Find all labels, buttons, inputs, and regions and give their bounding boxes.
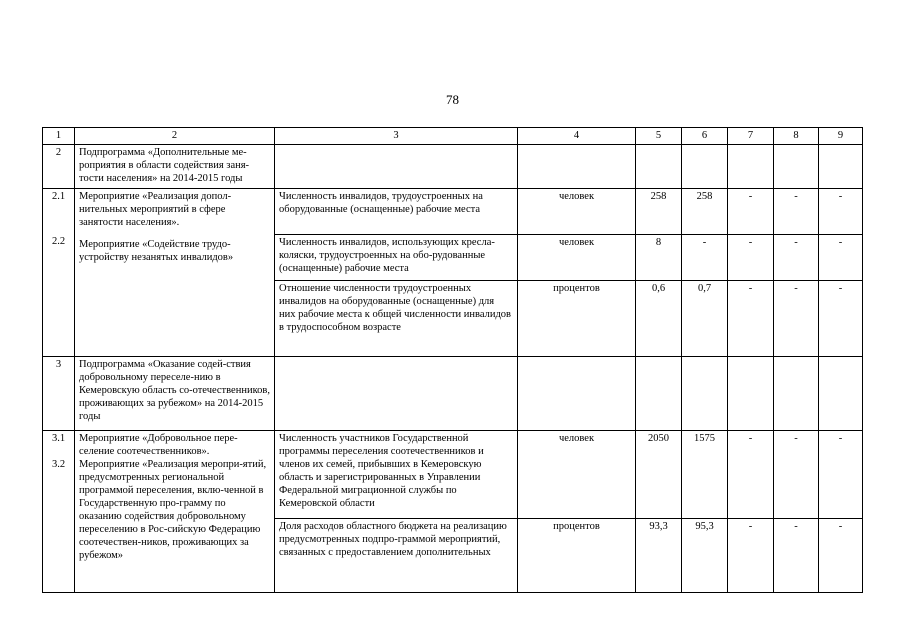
empty-cell xyxy=(275,357,518,431)
row-name: Мероприятие «Добровольное пере-селение соотечественников». xyxy=(79,433,238,457)
header-cell-2: 2 xyxy=(75,128,275,145)
row-number: 2 xyxy=(43,145,75,189)
row-name-group xyxy=(75,189,275,357)
indicator-value-5: 2050 xyxy=(636,431,682,519)
indicator-value-5: 0,6 xyxy=(636,281,682,357)
indicator-value-5: 258 xyxy=(636,189,682,235)
header-cell-1: 1 xyxy=(43,128,75,145)
indicator-unit: человек xyxy=(518,235,636,281)
table-row xyxy=(43,189,863,235)
row-name: Мероприятие «Реализация допол-нительных мероприятий в сфере занятости населения». xyxy=(79,191,232,228)
header-cell-8: 8 xyxy=(774,128,819,145)
indicator-value-6: - xyxy=(682,235,728,281)
indicator-text: Доля расходов областного бюджета на реализацию предусмотренных подпро-граммой мероприятий, связанных с предоставлением дополнительных xyxy=(275,519,518,593)
indicator-value-9: - xyxy=(819,281,863,357)
table-row xyxy=(43,357,863,431)
empty-cell xyxy=(518,145,636,189)
empty-cell xyxy=(518,357,636,431)
row-number-group xyxy=(43,431,75,593)
header-cell-7: 7 xyxy=(728,128,774,145)
empty-cell xyxy=(774,145,819,189)
row-number: 2.1 xyxy=(51,191,66,202)
indicator-unit: процентов xyxy=(518,281,636,357)
indicator-value-5: 93,3 xyxy=(636,519,682,593)
empty-cell xyxy=(819,357,863,431)
empty-cell xyxy=(682,357,728,431)
indicator-value-7: - xyxy=(728,519,774,593)
indicator-value-9: - xyxy=(819,519,863,593)
indicator-unit: человек xyxy=(518,189,636,235)
indicator-value-8: - xyxy=(774,189,819,235)
indicator-value-7: - xyxy=(728,189,774,235)
empty-cell xyxy=(728,145,774,189)
indicator-value-8: - xyxy=(774,235,819,281)
table-row xyxy=(43,431,863,519)
empty-cell xyxy=(275,145,518,189)
row-name-group xyxy=(75,431,275,593)
empty-cell xyxy=(774,357,819,431)
indicator-value-5: 8 xyxy=(636,235,682,281)
header-cell-5: 5 xyxy=(636,128,682,145)
header-cell-3: 3 xyxy=(275,128,518,145)
row-number: 3.2 xyxy=(51,459,66,470)
indicator-value-9: - xyxy=(819,189,863,235)
indicator-text: Отношение численности трудоустроенных инвалидов на оборудованные (оснащенные) для них рабочие места к общей численности инвалидов в трудоспособном возрасте xyxy=(275,281,518,357)
indicator-value-8: - xyxy=(774,281,819,357)
header-cell-6: 6 xyxy=(682,128,728,145)
row-number: 3.1 xyxy=(51,433,66,444)
row-name: Подпрограмма «Оказание содей-ствия добровольному переселе-нию в Кемеровскую область со-отечественников, проживающих за рубежом» на 2014-2015 годы xyxy=(75,357,275,431)
indicator-unit: человек xyxy=(518,431,636,519)
row-name: Мероприятие «Реализация меропри-ятий, предусмотренных региональной программой переселения, вклю-ченной в Государственную про-грамму по оказанию содействия добровольному переселению в Рос-сийскую Федерацию соотечествен-ников, проживающих за рубежом» xyxy=(79,459,267,561)
indicator-value-7: - xyxy=(728,235,774,281)
indicator-value-6: 95,3 xyxy=(682,519,728,593)
empty-cell xyxy=(682,145,728,189)
indicator-value-8: - xyxy=(774,431,819,519)
indicator-value-6: 1575 xyxy=(682,431,728,519)
indicator-value-7: - xyxy=(728,281,774,357)
row-number: 2.2 xyxy=(51,236,66,247)
empty-cell xyxy=(636,145,682,189)
indicator-value-6: 0,7 xyxy=(682,281,728,357)
indicator-text: Численность инвалидов, использующих кресла-коляски, трудоустроенных на обо-рудованные (оснащенные) рабочие места xyxy=(275,235,518,281)
indicator-unit: процентов xyxy=(518,519,636,593)
indicator-text: Численность инвалидов, трудоустроенных на оборудованные (оснащенные) рабочие места xyxy=(275,189,518,235)
table-header-row xyxy=(43,128,863,145)
empty-cell xyxy=(728,357,774,431)
row-name: Подпрограмма «Дополнительные ме-роприятия в области содействия заня-тости населения» на 2014-2015 годы xyxy=(75,145,275,189)
table-row xyxy=(43,145,863,189)
header-cell-9: 9 xyxy=(819,128,863,145)
indicator-value-9: - xyxy=(819,431,863,519)
indicator-value-8: - xyxy=(774,519,819,593)
page-number: 78 xyxy=(446,92,459,107)
row-name: Мероприятие «Содействие трудо-устройству незанятых инвалидов» xyxy=(79,239,234,263)
empty-cell xyxy=(636,357,682,431)
indicator-value-6: 258 xyxy=(682,189,728,235)
indicator-value-7: - xyxy=(728,431,774,519)
indicators-table xyxy=(42,127,863,593)
empty-cell xyxy=(819,145,863,189)
row-number: 3 xyxy=(43,357,75,431)
indicator-value-9: - xyxy=(819,235,863,281)
header-cell-4: 4 xyxy=(518,128,636,145)
row-number-group xyxy=(43,189,75,357)
indicator-text: Численность участников Государственной программы переселения соотечественников и членов их семей, прибывших в Кемеровскую область и зарегистрированных в Управлении Федеральной миграционной службы по Кемеровской области xyxy=(275,431,518,519)
